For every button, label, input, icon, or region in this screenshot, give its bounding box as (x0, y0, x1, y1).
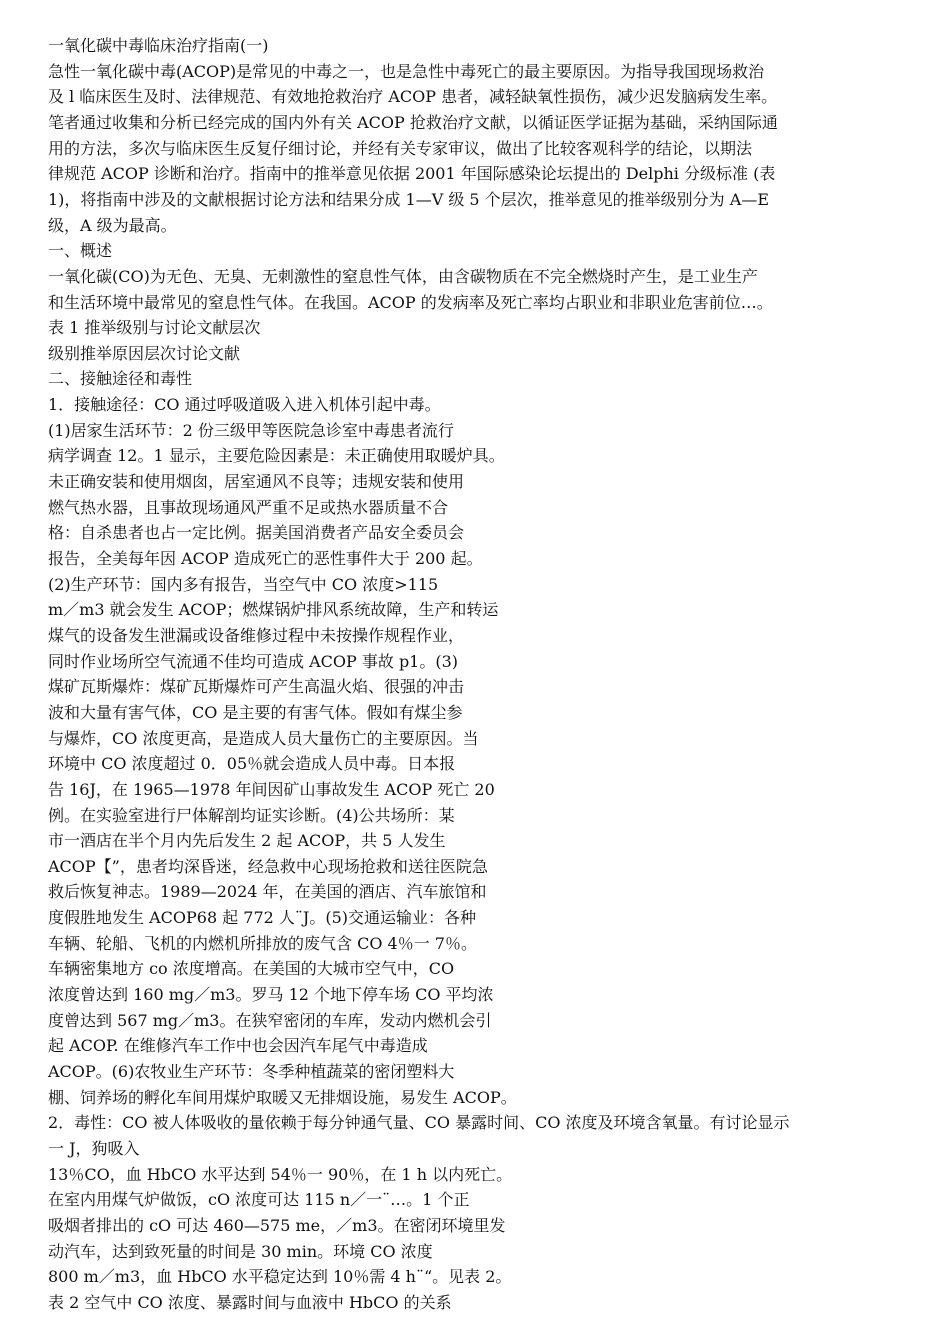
document-line: m／m3 就会发生 ACOP；燃煤锅炉排风系统故障，生产和转运 (48, 600, 499, 620)
document-line: 市一酒店在半个月内先后发生 2 起 ACOP，共 5 人发生 (48, 831, 446, 851)
document-line: 煤矿瓦斯爆炸：煤矿瓦斯爆炸可产生高温火焰、很强的冲击 (48, 677, 465, 697)
document-line: 一氧化碳中毒临床治疗指南(一) (48, 36, 269, 55)
document-line: 吸烟者排出的 cO 可达 460—575 me，／m3。在密闭环境里发 (48, 1215, 506, 1235)
document-line: 同时作业场所空气流通不佳均可造成 ACOP 事故 p1。(3) (48, 651, 459, 671)
document-line: 度曾达到 567 mg／m3。在狭窄密闭的车库，发动内燃机会引 (48, 1010, 492, 1030)
document-line: 车辆密集地方 co 浓度增高。在美国的大城市空气中，CO (48, 959, 455, 979)
document-line: 二、接触途径和毒性 (48, 369, 193, 389)
document-line: 起 ACOP. 在维修汽车工作中也会因汽车尾气中毒造成 (48, 1036, 428, 1056)
document-line: 告 16J，在 1965—1978 年间因矿山事故发生 ACOP 死亡 20 (48, 779, 495, 799)
document-line: 与爆炸，CO 浓度更高，是造成人员大量伤亡的主要原因。当 (48, 728, 479, 748)
document-line: 1)，将指南中涉及的文献根据讨论方法和结果分成 1—V 级 5 个层次，推举意见的推举级别分为 A—E (48, 189, 770, 209)
document-line: 级别推举原因层次讨论文献 (48, 343, 241, 363)
document-line: 表 1 推举级别与讨论文献层次 (48, 318, 261, 338)
document-line: 格：自杀患者也占一定比例。据美国消费者产品安全委员会 (48, 523, 465, 543)
document-line: ACOP。(6)农牧业生产环节：冬季种植蔬菜的密闭塑料大 (48, 1062, 455, 1081)
document-line: 棚、饲养场的孵化车间用煤炉取暖又无排烟设施，易发生 ACOP。 (48, 1087, 517, 1107)
document-line: 2．毒性：CO 被人体吸收的量依赖于每分钟通气量、CO 暴露时间、CO 浓度及环境含氧量。有讨论显示 (48, 1113, 790, 1133)
document-line: 救后恢复神志。1989—2024 年，在美国的酒店、汽车旅馆和 (48, 882, 487, 902)
document-line: 病学调查 12。1 显示，主要危险因素是：未正确使用取暖炉具。 (48, 446, 505, 466)
document-line: 一、概述 (48, 241, 113, 261)
document-line: 1．接触途径：CO 通过呼吸道吸入进入机体引起中毒。 (48, 395, 441, 415)
document-line: 级，A 级为最高。 (48, 215, 177, 235)
document-line: 未正确安装和使用烟囱，居室通风不良等；违规安装和使用 (48, 472, 465, 491)
document-line: 浓度曾达到 160 mg／m3。罗马 12 个地下停车场 CO 平均浓 (48, 985, 494, 1004)
document-line: (2)生产环节：国内多有报告，当空气中 CO 浓度>115 (48, 574, 439, 594)
document-line: 车辆、轮船、飞机的内燃机所排放的废气含 CO 4％一 7％。 (48, 933, 477, 953)
document-line: 用的方法，多次与临床医生反复仔细讨论，并经有关专家审议，做出了比较客观科学的结论，以期法 (48, 138, 753, 158)
document-line: 及 l 临床医生及时、法律规范、有效地抢救治疗 ACOP 患者，减轻缺氧性损伤，减少迟发脑病发生率。 (48, 87, 778, 107)
document-line: 燃气热水器，且事故现场通风严重不足或热水器质量不合 (48, 497, 449, 517)
document-line: (1)居家生活环节：2 份三级甲等医院急诊室中毒患者流行 (48, 420, 454, 440)
document-line: 急性一氧化碳中毒(ACOP)是常见的中毒之一，也是急性中毒死亡的最主要原因。为指导我国现场救治 (48, 61, 765, 81)
document-line: 表 2 空气中 CO 浓度、暴露时间与血液中 HbCO 的关系 (48, 1292, 452, 1312)
document-line: 一氧化碳(CO)为无色、无臭、无刺激性的窒息性气体，由含碳物质在不完全燃烧时产生，是工业生产 (48, 266, 758, 286)
document-line: 动汽车，达到致死量的时间是 30 min。环境 CO 浓度 (48, 1241, 433, 1261)
document-line: 笔者通过收集和分析已经完成的国内外有关 ACOP 抢救治疗文献，以循证医学证据为基础，采纳国际通 (48, 112, 778, 132)
document-line: 一 J，狗吸入 (48, 1139, 140, 1158)
document-line: 律规范 ACOP 诊断和治疗。指南中的推举意见依据 2001 年国际感染论坛提出的 Delphi 分级标准 (表 (48, 164, 776, 184)
document-line: ACOP【”，患者均深昏迷，经急救中心现场抢救和送往医院急 (48, 856, 488, 876)
document-line: 和生活环境中最常见的窒息性气体。在我国。ACOP 的发病率及死亡率均占职业和非职业危害前位…。 (48, 292, 773, 312)
document-line: 波和大量有害气体，CO 是主要的有害气体。假如有煤尘参 (48, 702, 463, 722)
document-line: 在室内用煤气炉做饭，cO 浓度可达 115 n／一¨…。1 个正 (48, 1190, 470, 1210)
document-line: 煤气的设备发生泄漏或设备维修过程中未按操作规程作业， (48, 625, 465, 645)
document-line: 度假胜地发生 ACOP68 起 772 人¨J。(5)交通运输业：各种 (48, 908, 477, 928)
document-line: 环境中 CO 浓度超过 0．05％就会造成人员中毒。日本报 (48, 754, 456, 774)
document-line: 800 m／m3，血 HbCO 水平稳定达到 10％需 4 h¨“。见表 2。 (48, 1267, 512, 1287)
document-line: 报告，全美每年因 ACOP 造成死亡的恶性事件大于 200 起。 (48, 549, 483, 568)
document-line: 13％CO，血 HbCO 水平达到 54％一 90％，在 1 h 以内死亡。 (48, 1164, 513, 1184)
document-line: 例。在实验室进行尸体解剖均证实诊断。(4)公共场所：某 (48, 805, 455, 825)
